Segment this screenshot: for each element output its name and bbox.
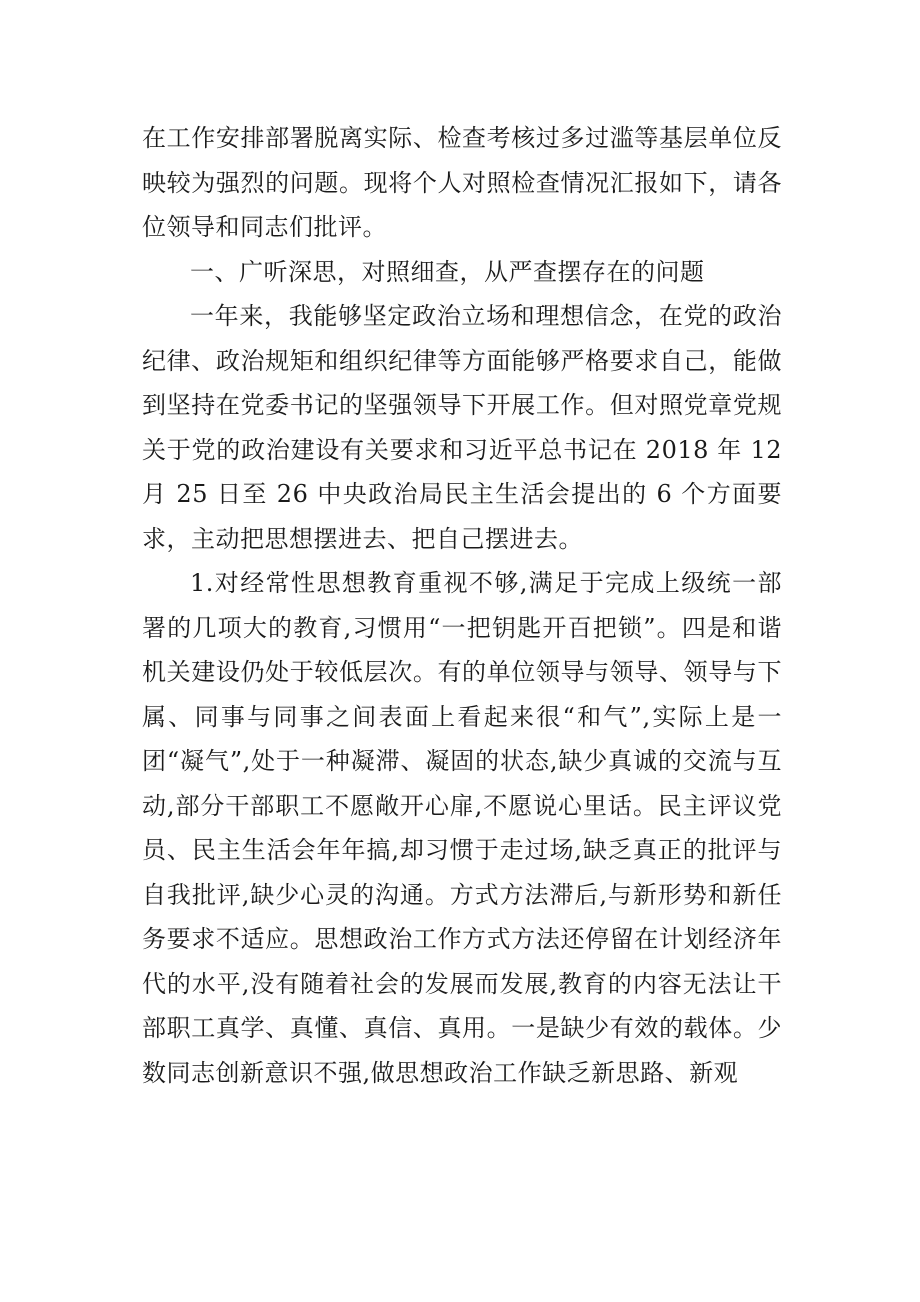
- section-heading: 一、广听深思，对照细查，从严查摆存在的问题: [190, 257, 705, 286]
- paragraph-intro: 一年来，我能够坚定政治立场和理想信念，在党的政治纪律、政治规矩和组织纪律等方面能够严格要求自己，能做到坚持在党委书记的坚强领导下开展工作。但对照党章党规关于党的政治建设有关要求和习近平总书记在 2018 年 12 月 25 日至 26 中央政治局民主生活会提出的 6 个方面要求，主动把思想摆进去、把自己摆进去。: [142, 302, 782, 553]
- paragraph-continuation: 在工作安排部署脱离实际、检查考核过多过滥等基层单位反映较为强烈的问题。现将个人对照检查情况汇报如下，请各位领导和同志们批评。: [142, 124, 782, 241]
- paragraph-item-1: 1.对经常性思想教育重视不够,满足于完成上级统一部署的几项大的教育,习惯用“一把钥匙开百把锁”。四是和谐机关建设仍处于较低层次。有的单位领导与领导、领导与下属、同事与同事之间表面上看起来很“和气”,实际上是一团“凝气”,处于一种凝滞、凝固的状态,缺少真诚的交流与互动,部分干部职工不愿敞开心扉,不愿说心里话。民主评议党员、民主生活会年年搞,却习惯于走过场,缺乏真正的批评与自我批评,缺少心灵的沟通。方式方法滞后,与新形势和新任务要求不适应。思想政治工作方式方法还停留在计划经济年代的水平,没有随着社会的发展而发展,教育的内容无法让干部职工真学、真懂、真信、真用。一是缺少有效的载体。少数同志创新意识不强,做思想政治工作缺乏新思路、新观: [142, 569, 782, 1087]
- document-body: [142, 116, 782, 1095]
